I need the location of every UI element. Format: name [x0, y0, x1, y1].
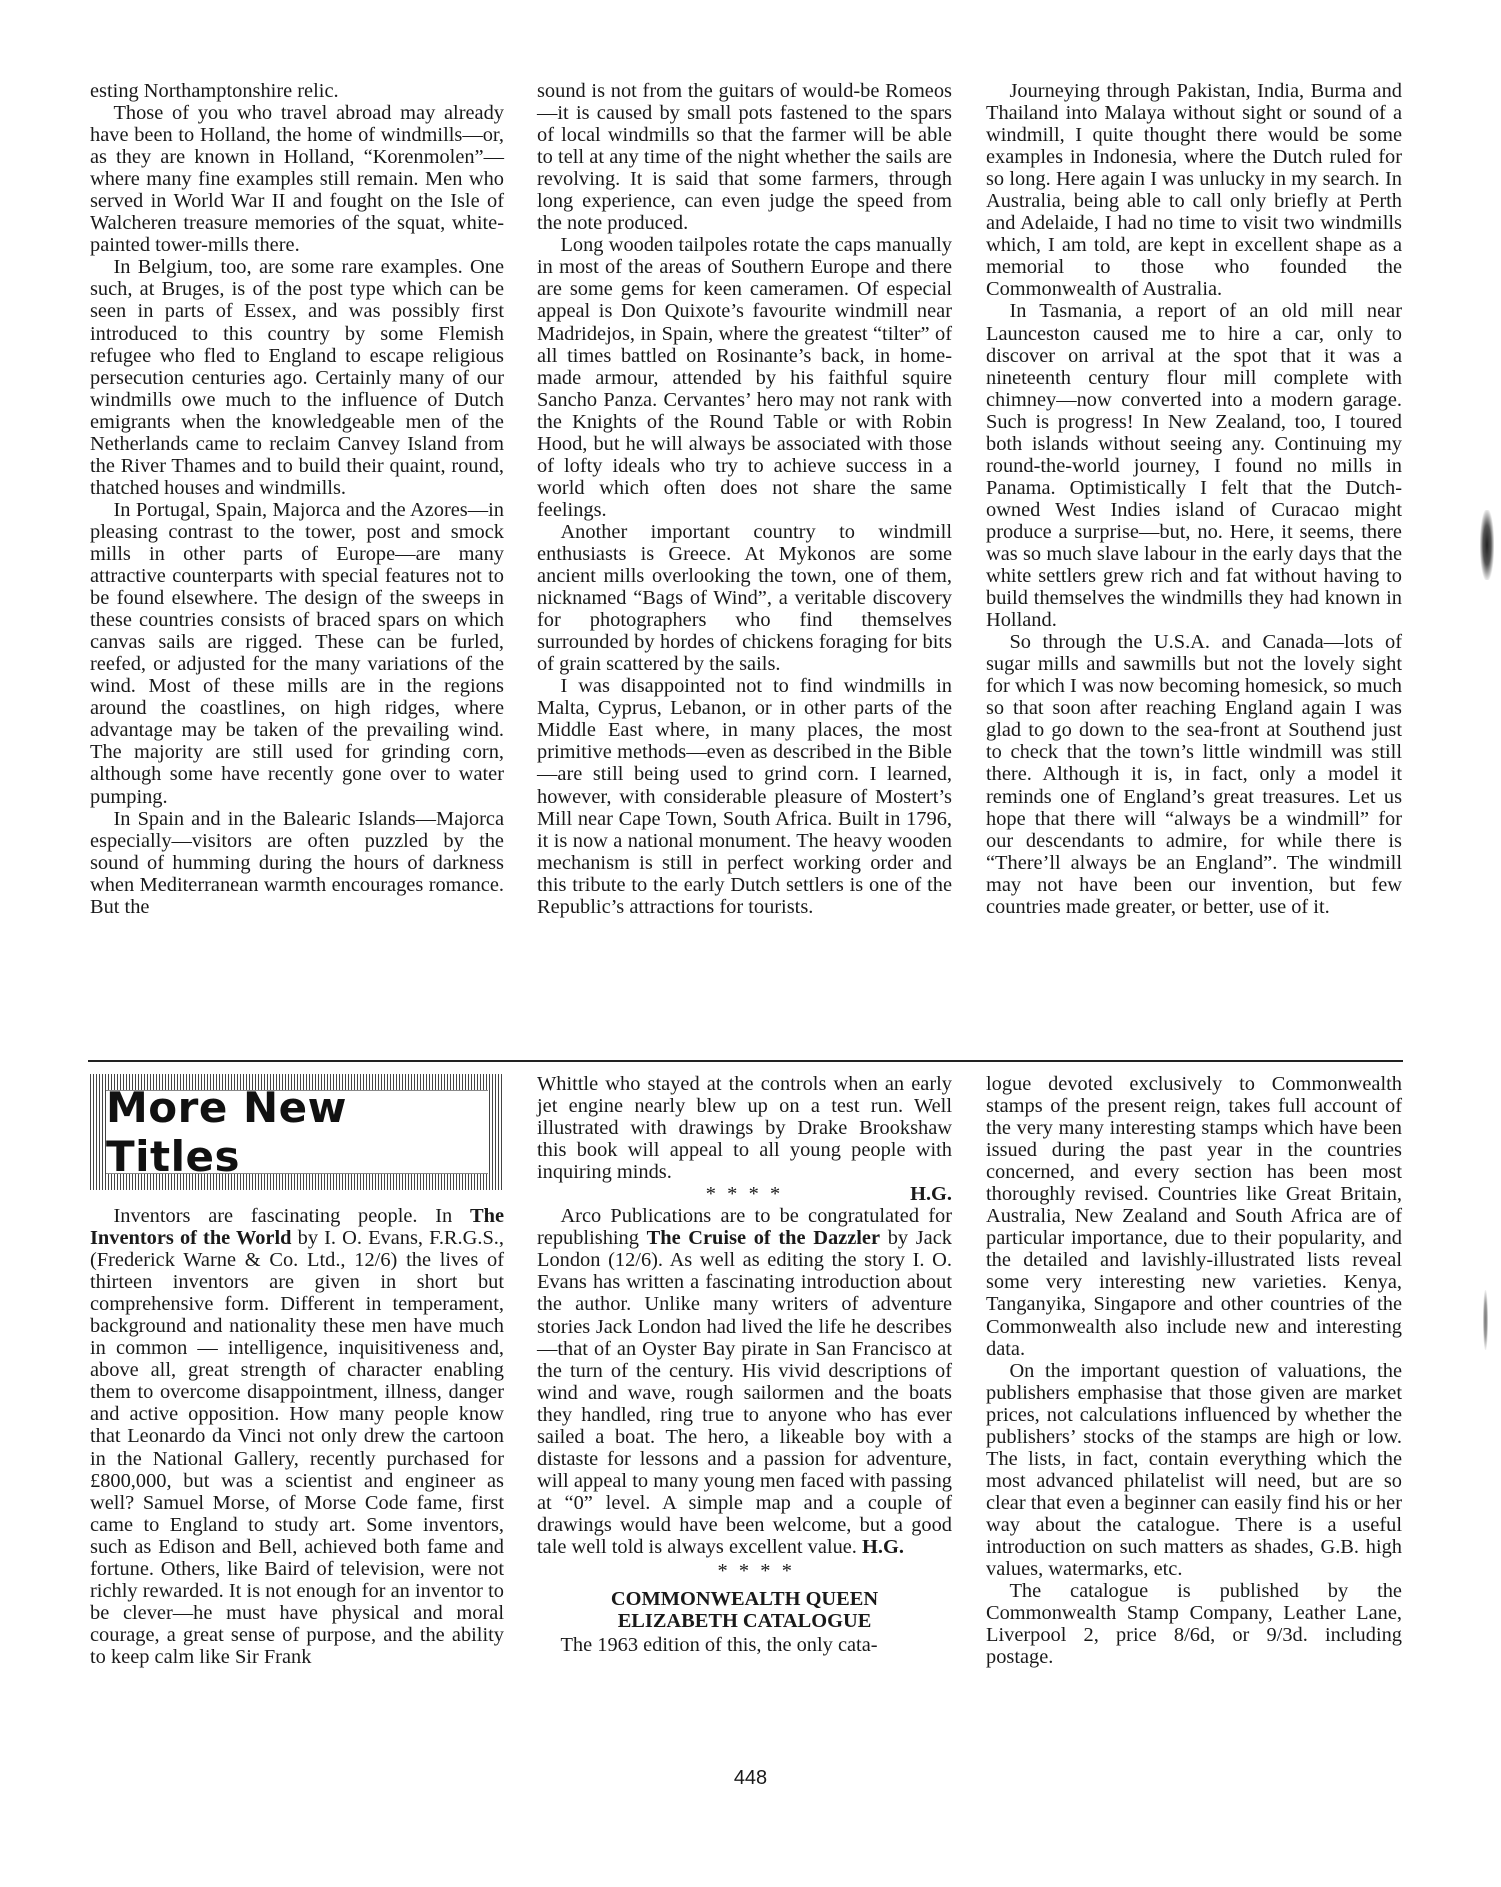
paragraph: sound is not from the guitars of would-be Romeos—it is caused by small pots fastened to the spars of local windmills so that the farmer will be able to tell at any time of the night whether the sails are revolving. It is said that some farmers, through long experience, can even judge the speed from the note produced.	[537, 80, 952, 235]
section-title: More New Titles	[106, 1083, 347, 1181]
review-heading	[537, 1588, 952, 1632]
review-column-3	[986, 1073, 1402, 1668]
paragraph: Long wooden tailpoles rotate the caps manually in most of the areas of Southern Europe and there are some gems for keen cameramen. Of especial appeal is Don Quixote’s favourite windmill near Madridejos, in Spain, where the greatest “tilter” of all times battled on Rosinante’s back, in home-made armour, attended by his faithful squire Sancho Panza. Cervantes’ hero may not rank with the Knights of the Round Table or with Robin Hood, but he will always be associated with those of lofty ideals who try to achieve success in a world which often does not share the same feelings.	[537, 234, 952, 521]
scan-smudge	[1480, 510, 1494, 580]
paragraph: I was disappointed not to find windmills in Malta, Cyprus, Lebanon, or in other parts of the Middle East where, in many places, the most primitive methods—even as described in the Bible—are still being used to grind corn. I learned, however, with considerable pleasure of Mostert’s Mill near Cape Town, South Africa. Built in 1796, it is now a national monument. The heavy wooden mechanism is still in perfect working order and this tribute to the early Dutch settlers is one of the Republic’s attractions for tourists.	[537, 675, 952, 918]
page-number: 448	[733, 1767, 768, 1789]
reviewer-signature: H.G.	[910, 1183, 952, 1206]
section-divider	[88, 1060, 1403, 1062]
review-paragraph	[90, 1205, 504, 1668]
review-paragraph: logue devoted exclusively to Commonwealth stamps of the present reign, takes full account of the very many interesting stamps which have been issued during the past year in the countries concerned, and every section has been most thoroughly revised. Countries like Great Britain, Australia, New Zealand and South Africa are of particular importance, due to their popularity, and the detailed and lavishly-illustrated lists reveal some very interesting new varieties. Kenya, Tanganyika, Singapore and other countries of the Commonwealth also include new and interesting data.	[986, 1073, 1402, 1360]
heading-line: COMMONWEALTH QUEEN	[610, 1588, 879, 1611]
review-text: Inventors are fascinating people. In	[113, 1205, 453, 1227]
section-banner	[90, 1074, 504, 1190]
paragraph: In Spain and in the Balearic Islands—Majorca especially—visitors are often puzzled by the sound of humming during the hours of darkness when Mediterranean warmth encourages romance. But the	[90, 807, 504, 918]
paragraph: In Portugal, Spain, Majorca and the Azores—in pleasing contrast to the tower, post and smock mills in other parts of Europe—are many attractive counterparts with special features not to be found elsewhere. The design of the sweeps in these countries consists of braced spars on which canvas sails are rigged. These can be furled, reefed, or adjusted for the many variations of the wind. Most of these mills are in the regions around the coastlines, on high ridges, where advantage may be taken of the prevailing wind. The majority are still used for grinding corn, although some have recently gone over to water pumping.	[90, 498, 504, 808]
article-column-3	[986, 80, 1402, 918]
paragraph: Those of you who travel abroad may already have been to Holland, the home of windmills—or, as they are known in Holland, “Korenmolen”—where many fine examples still remain. Men who served in World War II and fought on the Isle of Walcheren treasure memories of the squat, white-painted tower-mills there.	[90, 102, 504, 257]
paragraph: So through the U.S.A. and Canada—lots of sugar mills and sawmills but not the lovely sight for which I was now becoming homesick, so much so that soon after reaching England again I was glad to go down to the sea-front at Southend just to check that the town’s little windmill was still there. Although it is, in fact, only a model it reminds one of England’s great treasures. Let us hope that there will “always be a windmill” for our descendants to admire, for while there is “There’ll always be an England”. The windmill may not have been our invention, but few countries made greater, or better, use of it.	[986, 631, 1402, 918]
review-text: by Jack London (12/6). As well as editing the story I. O. Evans has written a fascinating introduction about the author. Unlike many writers of adventure stories Jack London had lived the life he describes—that of an Oyster Bay pirate in San Francisco at the turn of the century. His vivid descriptions of wind and wave, rough sailormen and the boats they handled, ring true to anyone who has ever sailed a boat. The hero, a likeable boy with a distaste for lessons and a passion for adventure, will appeal to many young men faced with passing at “0” level. A simple map and a couple of drawings would have been welcome, but a good tale well told is always excellent value.	[537, 1227, 952, 1558]
review-paragraph: On the important question of valuations, the publishers emphasise that those given are market prices, not calculations influenced by whether the publishers’ stocks of the stamps are high or low. The lists, in fact, contain everything which the most advanced philatelist will need, but are so clear that even a beginner can easily find his or her way about the catalogue. There is a useful introduction on such matters as shades, G.B. high values, watermarks, etc.	[986, 1359, 1402, 1581]
book-title: The Inventors of the World	[90, 1205, 504, 1250]
review-paragraph: Whittle who stayed at the controls when an early jet engine nearly blew up on a test run. Well illustrated with drawings by Drake Brookshaw this book will appeal to all young people with inquiring minds.	[537, 1073, 952, 1184]
review-column-2	[537, 1073, 952, 1656]
reviewer-signature: H.G.	[862, 1535, 904, 1558]
heading-line: ELIZABETH CATALOGUE	[617, 1610, 872, 1633]
book-title: The Cruise of the Dazzler	[646, 1227, 881, 1250]
paragraph: In Belgium, too, are some rare examples. One such, at Bruges, is of the post type which can be seen in parts of Essex, and was possibly first introduced to this country by some Flemish refugee who fled to England to escape religious persecution centuries ago. Certainly many of our windmills owe much to the influence of Dutch emigrants when the knowledgeable men of the Netherlands came to reclaim Canvey Island from the River Thames and to build their quaint, round, thatched houses and windmills.	[90, 256, 504, 499]
separator-stars: * * * *	[705, 1183, 784, 1206]
review-separator	[537, 1183, 952, 1205]
paragraph: In Tasmania, a report of an old mill near Launceston caused me to hire a car, only to discover on arrival at the spot that it was a nineteenth century flour mill complete with chimney—now converted into a modern garage. Such is progress! In New Zealand, too, I toured both islands without seeing any. Continuing my round-the-world journey, I found no mills in Panama. Optimistically I felt that the Dutch-owned West Indies island of Curacao might produce a surprise—but, no. Here, it seems, there was so much slave labour in the early days that the white settlers grew rich and fat without having to build themselves the windmills they had known in Holland.	[986, 300, 1402, 632]
paragraph: Journeying through Pakistan, India, Burma and Thailand into Malaya without sight or sound of a windmill, I quite thought there would be some examples in Indonesia, where the Dutch ruled for so long. Here again I was unlucky in my search. In Australia, being able to call only briefly at Perth and Adelaide, I had no time to visit two windmills which, I am told, are kept in excellent shape as a memorial to those who founded the Commonwealth of Australia.	[986, 80, 1402, 301]
review-paragraph: The catalogue is published by the Commonwealth Stamp Company, Leather Lane, Liverpool 2, price 8/6d, or 9/3d. including postage.	[986, 1580, 1402, 1669]
review-text: by I. O. Evans, F.R.G.S., (Frederick Warne & Co. Ltd., 12/6) the lives of thirteen inventors are given in short but comprehensive form. Different in temperament, background and nationality these men have much in common — intelligence, inquisitiveness and, above all, great strength of character enabling them to overcome disappointment, illness, danger and active opposition. How many people know that Leonardo da Vinci not only drew the cartoon in the National Gallery, recently purchased for £800,000, but was a scientist and engineer as well? Samuel Morse, of Morse Code fame, first came to England to study art. Some inventors, such as Edison and Bell, achieved both fame and fortune. Others, like Baird of television, were not richly rewarded. It is not enough for an inventor to be clever—he must have physical and moral courage, a great sense of purpose, and the ability to keep calm like Sir Frank	[90, 1227, 504, 1668]
paragraph: Another important country to windmill enthusiasts is Greece. At Mykonos are some ancient mills overlooking the town, one of them, nicknamed “Bags of Wind”, a veritable discovery for photographers who find themselves surrounded by hordes of chickens foraging for bits of grain scattered by the sails.	[537, 520, 952, 676]
banner-frame	[106, 1083, 488, 1181]
review-paragraph: The 1963 edition of this, the only cata-	[560, 1634, 878, 1657]
paragraph: esting Northamptonshire relic.	[90, 80, 339, 102]
scan-smudge	[1483, 1290, 1488, 1350]
review-column-1	[90, 1205, 504, 1668]
separator-stars: * * * *	[717, 1560, 795, 1583]
review-text: Arco Publications are to be congratulated for republishing	[537, 1205, 952, 1250]
article-column-1	[90, 80, 504, 918]
article-column-2	[537, 80, 952, 918]
review-paragraph	[537, 1205, 952, 1558]
